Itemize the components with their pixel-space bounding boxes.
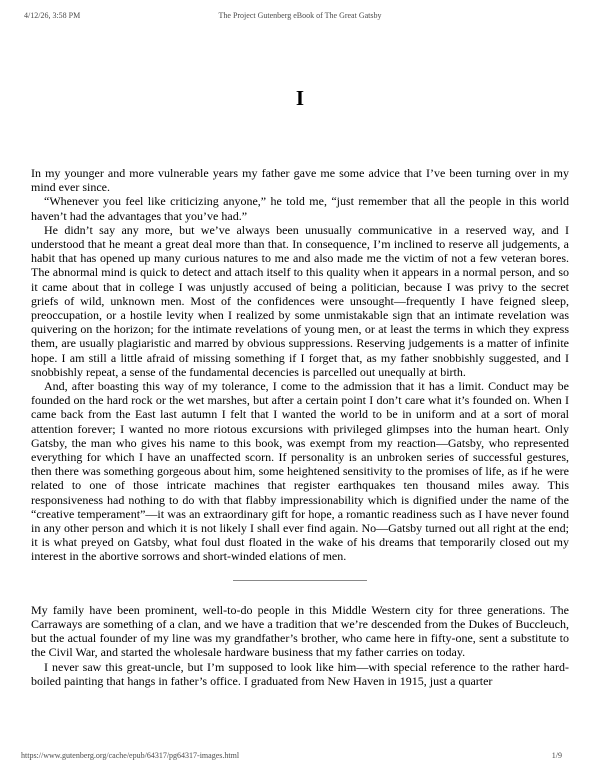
section-2 bbox=[31, 603, 569, 688]
footer-url: https://www.gutenberg.org/cache/epub/64317/pg64317-images.html bbox=[21, 751, 240, 760]
footer-page-number: 1/9 bbox=[551, 751, 562, 760]
paragraph: He didn’t say any more, but we’ve always been unusually communicative in a reserved way, and I understood that he meant a great deal more than that. In consequence, I’m inclined to reserve all judgements, a habit that has opened up many curious natures to me and also made me the victim of not a few veteran bores. The abnormal mind is quick to detect and attach itself to this quality when it appears in a normal person, and so it came about that in college I was unjustly accused of being a politician, because I was privy to the secret griefs of wild, unknown men. Most of the confidences were unsought—frequently I have feigned sleep, preoccupation, or a hostile levity when I realized by some unmistakable sign that an intimate revelation was quivering on the horizon; for the intimate revelations of young men, or at least the terms in which they express them, are usually plagiaristic and marred by obvious suppressions. Reserving judgements is a matter of infinite hope. I am still a little afraid of missing something if I forget that, as my father snobbishly suggested, and I snobbishly repeat, a sense of the fundamental decencies is parcelled out unequally at birth. bbox=[31, 222, 569, 379]
print-document-title: The Project Gutenberg eBook of The Great Gatsby bbox=[218, 11, 382, 20]
paragraph: And, after boasting this way of my tolerance, I come to the admission that it has a limit. Conduct may be founded on the hard rock or the wet marshes, but after a certain point I don’t care what it’s founded on. When I came back from the East last autumn I felt that I wanted the world to be in uniform and at a sort of moral attention forever; I wanted no more riotous excursions with privileged glimpses into the human heart. Only Gatsby, the man who gives his name to this book, was exempt from my reaction—Gatsby, who represented everything for which I have an unaffected scorn. If personality is an unbroken series of successful gestures, then there was something gorgeous about him, some heightened sensitivity to the promises of life, as if he were related to one of those intricate machines that register earthquakes ten thousand miles away. This responsiveness had nothing to do with that flabby impressionability which is dignified under the name of the “creative temperament”—it was an extraordinary gift for hope, a romantic readiness such as I have never found in any other person and which it is not likely I shall ever find again. No—Gatsby turned out all right at the end; it is what preyed on Gatsby, what foul dust floated in the wake of his dreams that temporarily closed out my interest in the abortive sorrows and short-winded elations of men. bbox=[31, 379, 569, 564]
print-datetime: 4/12/26, 3:58 PM bbox=[24, 11, 81, 20]
document-content bbox=[31, 0, 569, 750]
paragraph: My family have been prominent, well-to-do people in this Middle Western city for three generations. The Carraways are something of a clan, and we have a tradition that we’re descended from the Dukes of Buccleuch, but the actual founder of my line was my grandfather’s brother, who came here in fifty-one, sent a substitute to the Civil War, and started the wholesale hardware business that my father carries on today. bbox=[31, 602, 569, 660]
paragraph: In my younger and more vulnerable years my father gave me some advice that I’ve been turning over in my mind ever since. bbox=[31, 166, 569, 195]
paragraph: I never saw this great-uncle, but I’m supposed to look like him—with special reference to the rather hard-boiled painting that hangs in father’s office. I graduated from New Haven in 1915, just a quarter bbox=[31, 659, 569, 688]
section-divider bbox=[233, 580, 368, 581]
paragraph: “Whenever you feel like criticizing anyone,” he told me, “just remember that all the people in this world haven’t had the advantages that you’ve had.” bbox=[31, 194, 569, 223]
section-1 bbox=[31, 166, 569, 564]
print-footer bbox=[21, 751, 562, 763]
chapter-heading: I bbox=[295, 86, 305, 110]
